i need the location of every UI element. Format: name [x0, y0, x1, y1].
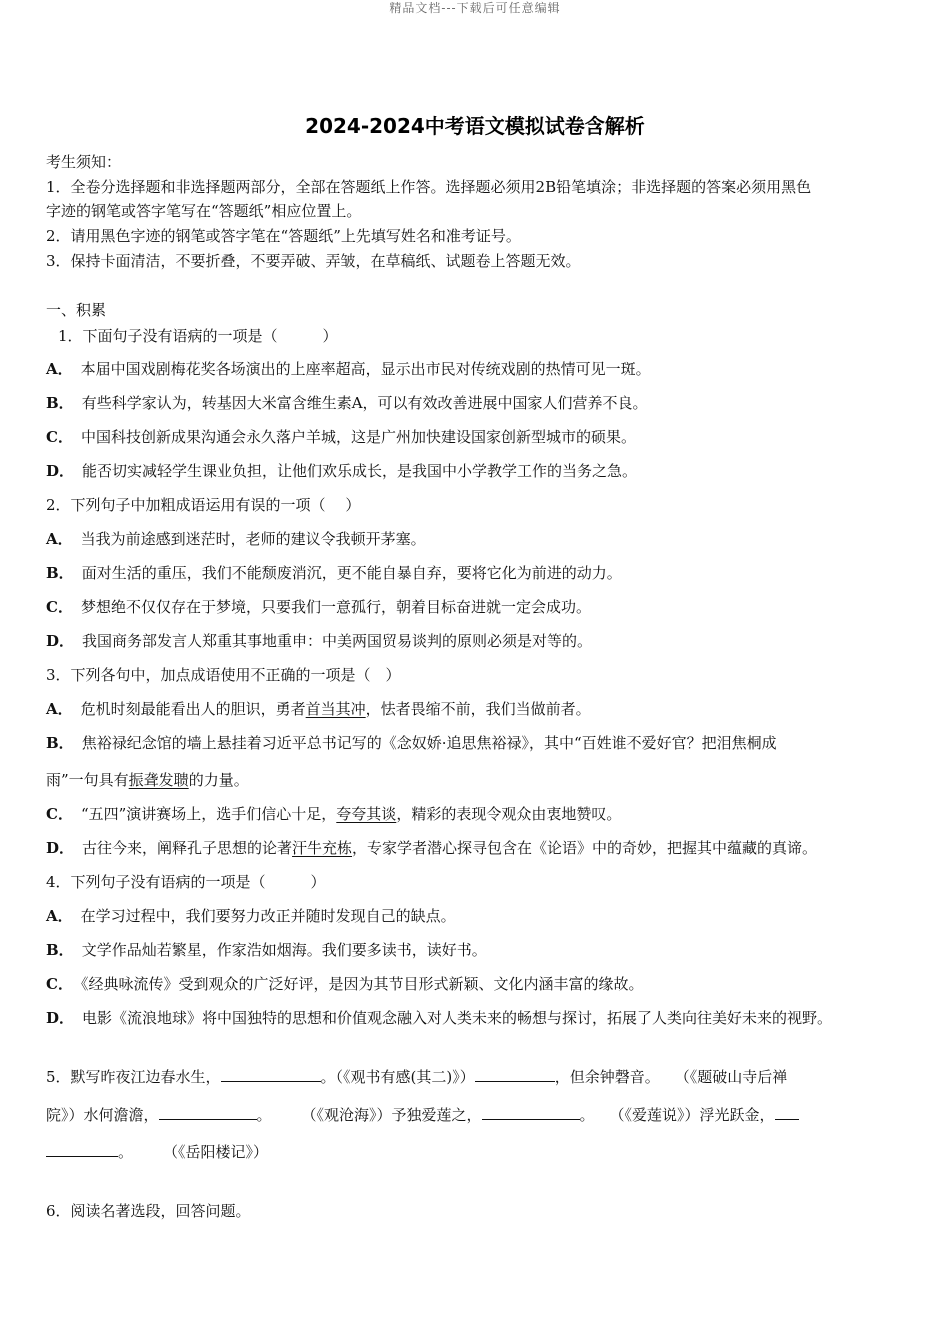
- option-letter: A．: [46, 530, 73, 548]
- option-letter: C．: [46, 805, 73, 823]
- option-text: “五四”演讲赛场上，选手们信心十足，: [80, 805, 337, 823]
- underlined-idiom: 夸夸其谈: [336, 805, 397, 823]
- option-text: 雨”一句具有: [46, 771, 129, 789]
- page-header: 精品文档---下载后可任意编辑: [389, 1, 561, 15]
- option-text: 古往今来，阐释孔子思想的论著: [82, 839, 293, 857]
- option-letter: D．: [46, 839, 75, 857]
- question-6-stem: 6．阅读名著选段，回答问题。: [46, 1202, 251, 1220]
- option-text: 文学作品灿若繁星，作家浩如烟海。我们要多读书，读好书。: [81, 941, 487, 959]
- answer-blank[interactable]: [221, 1066, 321, 1082]
- notice-item-1-cont: 字迹的钢笔或答字笔写在“答题纸”相应位置上。: [46, 202, 362, 220]
- option-text: 电影《流浪地球》将中国独特的思想和价值观念融入对人类未来的畅想与探讨，拓展了人类向往美好未来的视野。: [82, 1009, 833, 1027]
- underlined-idiom: 汗牛充栋: [292, 839, 353, 857]
- notice-heading: 考生须知：: [46, 153, 122, 171]
- question-5-line-1: [46, 1066, 787, 1088]
- question-4-option-d: [46, 1007, 832, 1029]
- option-letter: B．: [46, 564, 74, 582]
- option-text: 面对生活的重压，我们不能颓废消沉，更不能自暴自弃，要将它化为前进的动力。: [81, 564, 622, 582]
- question-5-text: 。（《观书有感(其二)》）: [320, 1068, 475, 1086]
- question-2-option-b: [46, 562, 622, 584]
- notice-item-2: 2．请用黑色字迹的钢笔或答字笔在“答题纸”上先填写姓名和准考证号。: [46, 227, 521, 245]
- option-text: 我国商务部发言人郑重其事地重申：中美两国贸易谈判的原则必须是对等的。: [82, 632, 593, 650]
- option-text: 当我为前途感到迷茫时，老师的建议令我顿开茅塞。: [80, 530, 426, 548]
- question-5-text: 院》）水何澹澹，: [46, 1106, 159, 1124]
- option-letter: A．: [46, 360, 73, 378]
- question-3-option-c: [46, 803, 621, 825]
- option-text: 危机时刻最能看出人的胆识，勇者: [80, 700, 306, 718]
- option-letter: B．: [46, 394, 74, 412]
- question-4-option-c: [46, 973, 643, 995]
- option-text: 焦裕禄纪念馆的墙上悬挂着习近平总书记写的《念奴娇·追思焦裕禄》，其中“百姓谁不爱好官？把泪焦桐成: [81, 734, 777, 752]
- option-text: 的力量。: [188, 771, 249, 789]
- question-2-option-a: [46, 528, 426, 550]
- option-letter: C．: [46, 428, 73, 446]
- option-letter: D．: [46, 632, 75, 650]
- question-5-text: ，但余钟磬音。 （《题破山寺后禅: [554, 1068, 788, 1086]
- question-3-option-b: [46, 732, 777, 754]
- question-4-option-b: [46, 939, 487, 961]
- question-5-text: 。 （《观沧海》）予独爱莲之，: [256, 1106, 482, 1124]
- option-text: 中国科技创新成果沟通会永久落户羊城，这是广州加快建设国家创新型城市的硕果。: [80, 428, 636, 446]
- question-5-text: 。 （《岳阳楼记》）: [118, 1143, 269, 1161]
- answer-blank[interactable]: [159, 1104, 257, 1120]
- question-1-option-c: [46, 426, 636, 448]
- option-text: ，精彩的表现令观众由衷地赞叹。: [396, 805, 622, 823]
- option-letter: B．: [46, 734, 74, 752]
- option-letter: A．: [46, 907, 73, 925]
- question-3-option-d: [46, 837, 817, 859]
- question-5-text: 5．默写昨夜江边春水生，: [46, 1068, 221, 1086]
- option-text: 《经典咏流传》受到观众的广泛好评，是因为其节目形式新颖、文化内涵丰富的缘故。: [80, 975, 644, 993]
- notice-item-3: 3．保持卡面清洁，不要折叠，不要弄破、弄皱，在草稿纸、试题卷上答题无效。: [46, 252, 581, 270]
- option-text: 梦想绝不仅仅存在于梦境，只要我们一意孤行，朝着目标奋进就一定会成功。: [80, 598, 591, 616]
- question-1-option-a: [46, 358, 651, 380]
- question-2-stem: 2．下列句子中加粗成语运用有误的一项（ ）: [46, 496, 361, 514]
- page-title: 2024-2024中考语文模拟试卷含解析: [305, 114, 645, 138]
- notice-item-1: 1．全卷分选择题和非选择题两部分，全部在答题纸上作答。选择题必须用2B铅笔填涂；非选择题的答案必须用黑色: [46, 178, 812, 196]
- answer-blank[interactable]: [46, 1141, 118, 1157]
- answer-blank[interactable]: [482, 1104, 580, 1120]
- answer-blank[interactable]: [475, 1066, 555, 1082]
- option-letter: C．: [46, 975, 73, 993]
- underlined-idiom: 振聋发聩: [128, 771, 189, 789]
- option-letter: D．: [46, 462, 75, 480]
- option-text: 能否切实减轻学生课业负担，让他们欢乐成长，是我国中小学教学工作的当务之急。: [82, 462, 638, 480]
- question-3-option-b-cont: [46, 769, 249, 791]
- question-5-text: 。 （《爱莲说》）浮光跃金，: [579, 1106, 775, 1124]
- question-1-stem: 1．下面句子没有语病的一项是（ ）: [58, 327, 338, 345]
- question-4-option-a: [46, 905, 456, 927]
- answer-blank[interactable]: [775, 1104, 799, 1120]
- option-letter: D．: [46, 1009, 75, 1027]
- question-1-option-d: [46, 460, 637, 482]
- question-3-stem: 3．下列各句中，加点成语使用不正确的一项是（ ）: [46, 666, 401, 684]
- question-5-line-3: [46, 1141, 268, 1163]
- question-2-option-c: [46, 596, 591, 618]
- option-text: 本届中国戏剧梅花奖各场演出的上座率超高，显示出市民对传统戏剧的热情可见一斑。: [80, 360, 651, 378]
- option-text: ，专家学者潜心探寻包含在《论语》中的奇妙，把握其中蕴藏的真谛。: [352, 839, 818, 857]
- option-letter: C．: [46, 598, 73, 616]
- question-1-option-b: [46, 392, 648, 414]
- option-text: 有些科学家认为，转基因大米富含维生素A，可以有效改善进展中国家人们营养不良。: [81, 394, 648, 412]
- question-3-option-a: [46, 698, 591, 720]
- option-letter: B．: [46, 941, 74, 959]
- option-text: 在学习过程中，我们要努力改正并随时发现自己的缺点。: [80, 907, 456, 925]
- underlined-idiom: 首当其冲: [305, 700, 366, 718]
- question-2-option-d: [46, 630, 592, 652]
- question-4-stem: 4．下列句子没有语病的一项是（ ）: [46, 873, 326, 891]
- option-text: ，怯者畏缩不前，我们当做前者。: [365, 700, 591, 718]
- option-letter: A．: [46, 700, 73, 718]
- question-5-line-2: [46, 1104, 799, 1126]
- section-heading: 一、积累: [46, 301, 107, 319]
